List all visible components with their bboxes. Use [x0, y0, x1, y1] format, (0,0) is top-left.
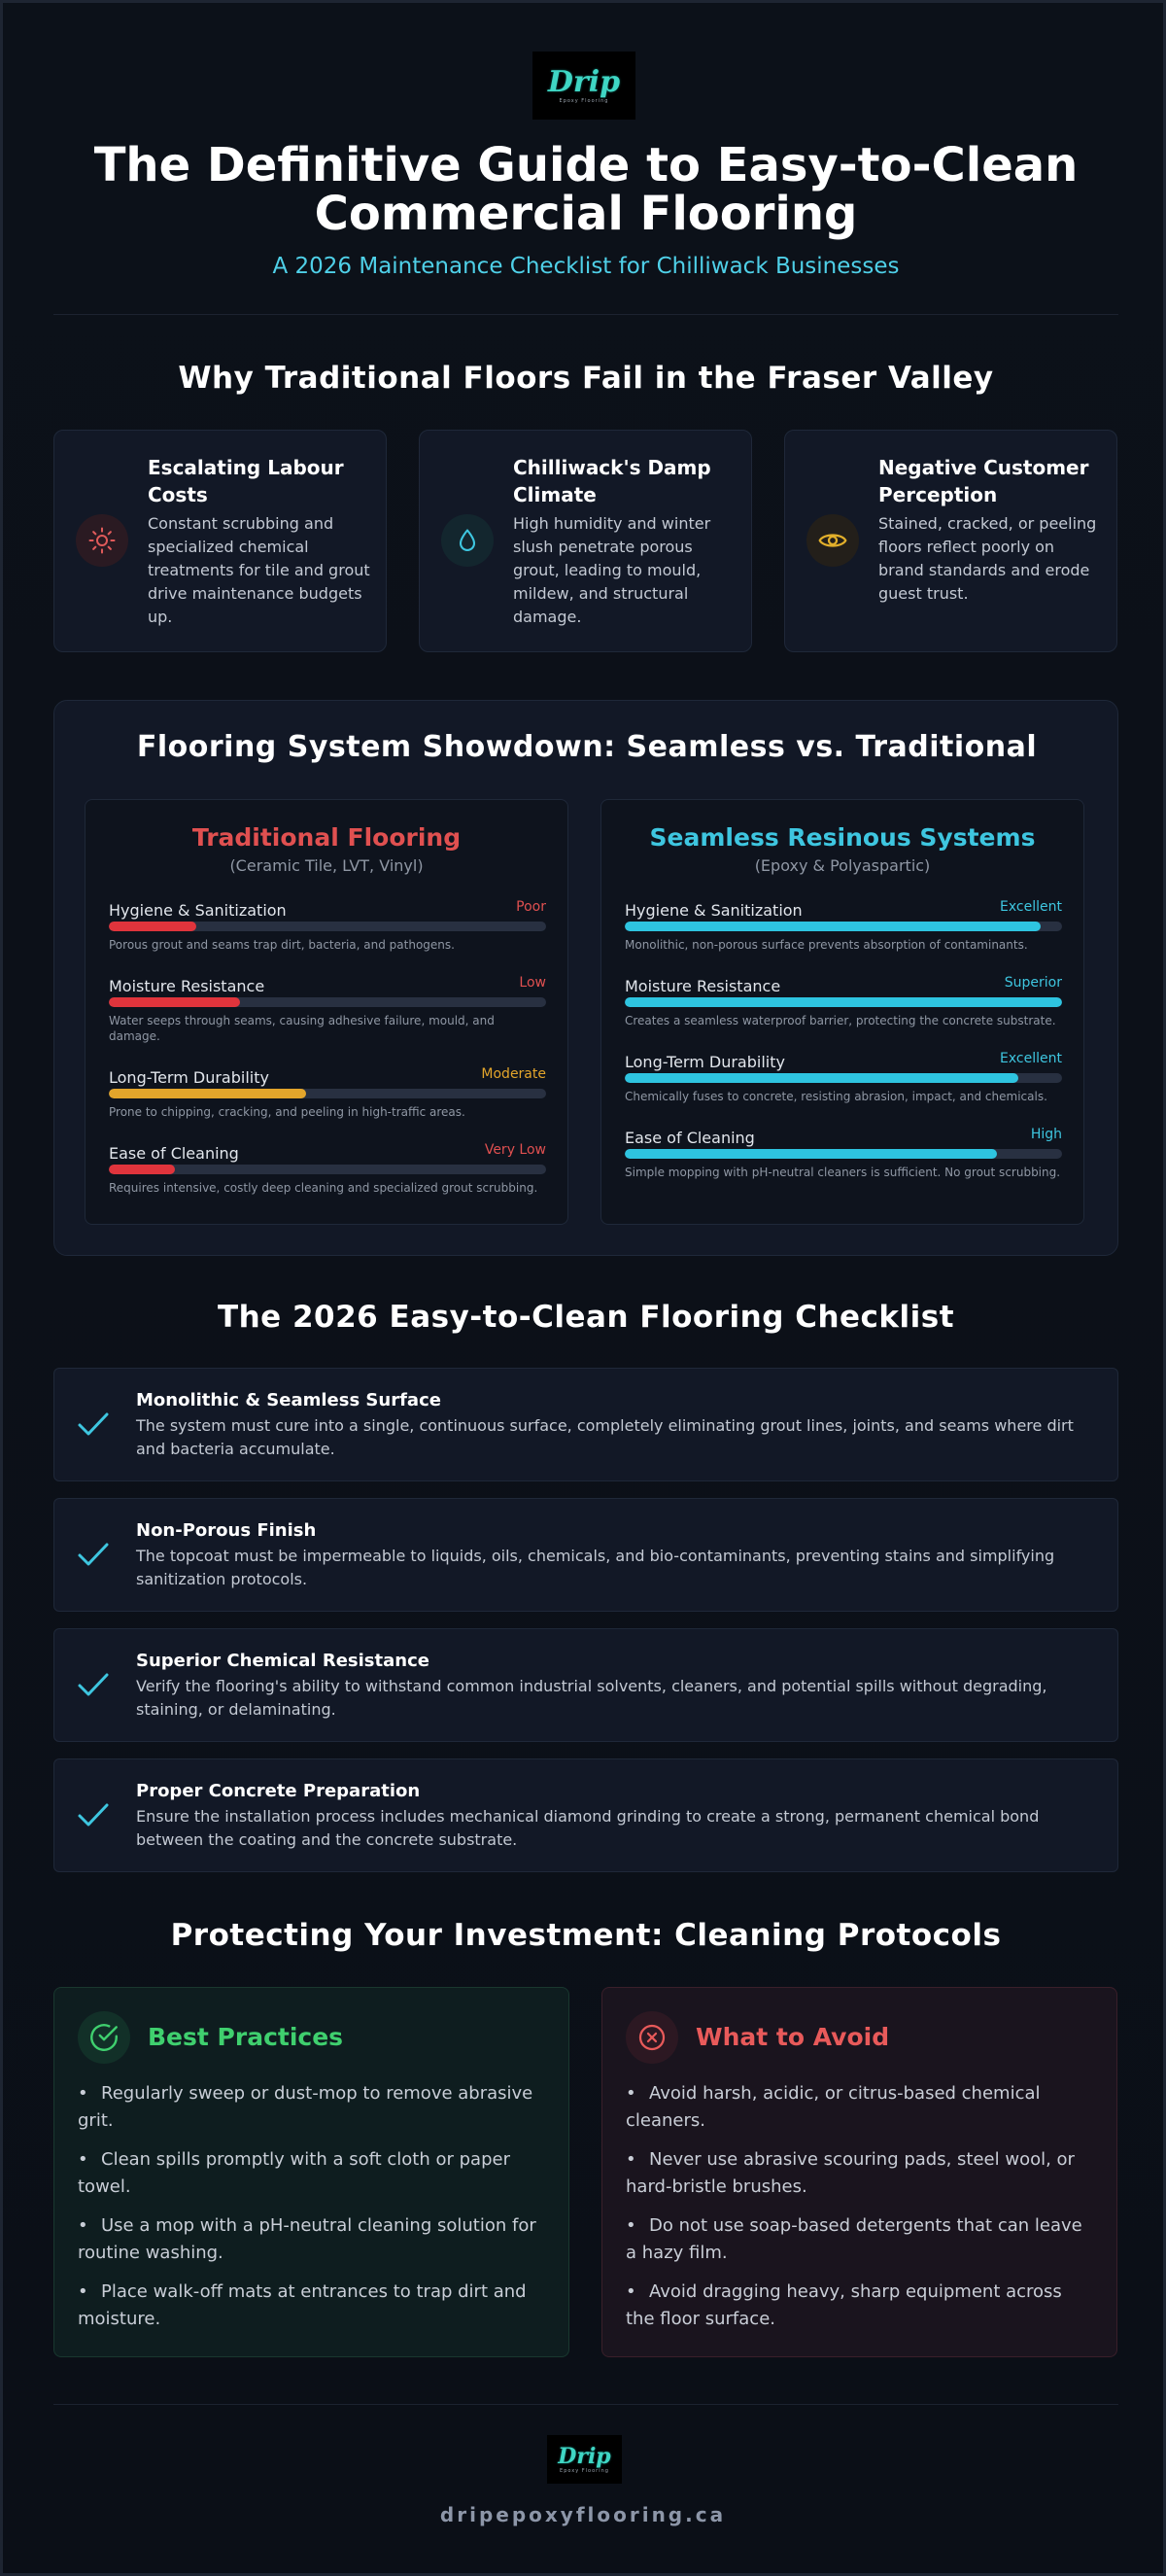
- metric-rating: Excellent: [1000, 1051, 1062, 1066]
- x-circle-icon: [626, 2011, 678, 2064]
- metric-bar-fill: [109, 1165, 175, 1174]
- list-item: • Clean spills promptly with a soft cloth or paper towel.: [78, 2149, 510, 2197]
- list-item: • Place walk-off mats at entrances to trap dirt and moisture.: [78, 2281, 527, 2329]
- showdown-section: [53, 700, 1118, 1256]
- metric-rating: Poor: [516, 899, 546, 915]
- metric-label: Ease of Cleaning: [109, 1144, 239, 1163]
- page-title: The Definitive Guide to Easy-to-Clean Commercial Flooring: [93, 138, 1079, 241]
- metric-description: Creates a seamless waterproof barrier, protecting the concrete substrate.: [625, 1014, 1056, 1027]
- checklist-item-text: Ensure the installation process includes mechanical diamond grinding to create a strong, permanent chemical bond between the coating and the concrete substrate.: [136, 1807, 1040, 1849]
- metric-label: Moisture Resistance: [625, 977, 781, 995]
- metric-description: Requires intensive, costly deep cleaning and specialized grout scrubbing.: [109, 1181, 538, 1195]
- logo-wordmark: Drip: [558, 2444, 611, 2469]
- what-to-avoid-list: [626, 2080, 1096, 2345]
- metric-description: Simple mopping with pH-neutral cleaners is sufficient. No grout scrubbing.: [625, 1166, 1061, 1179]
- best-practices-list: [78, 2080, 548, 2345]
- checklist-item: [53, 1628, 1118, 1742]
- metric-bar-fill: [109, 997, 240, 1007]
- checklist-item-text: The topcoat must be impermeable to liquids, oils, chemicals, and bio-contaminants, preventing stains and simplifying sanitization protocols.: [136, 1547, 1055, 1588]
- checkmark-icon: [76, 1670, 111, 1699]
- metric-bar-fill: [625, 1149, 997, 1159]
- checklist-item-text: The system must cure into a single, continuous surface, completely eliminating grout lines, joints, and seams where dirt and bacteria accumulate.: [136, 1416, 1074, 1458]
- what-to-avoid-title: What to Avoid: [696, 2023, 890, 2051]
- metric-bar-track: [625, 922, 1062, 931]
- best-practices-title: Best Practices: [148, 2023, 344, 2051]
- metric-rating: Moderate: [481, 1066, 546, 1082]
- metric-bar-track: [109, 922, 546, 931]
- water-drop-icon: [441, 514, 494, 567]
- footer-logo: [547, 2435, 622, 2484]
- card-text: Stained, cracked, or peeling floors reflect poorly on brand standards and erode guest trust.: [878, 514, 1097, 603]
- metric-rating: Excellent: [1000, 899, 1062, 915]
- metric-rating: Superior: [1004, 975, 1062, 991]
- metric-bar-fill: [625, 1073, 1018, 1083]
- metric-bar-fill: [109, 922, 196, 931]
- brand-logo: [532, 52, 635, 120]
- checklist-item: [53, 1758, 1118, 1872]
- metric-rating: Low: [519, 975, 546, 991]
- problem-card-perception: [784, 430, 1117, 652]
- footer-divider: [53, 2404, 1118, 2405]
- checkmark-icon: [76, 1410, 111, 1439]
- what-to-avoid-panel: [601, 1987, 1117, 2357]
- traditional-panel: [85, 799, 568, 1225]
- list-item: • Never use abrasive scouring pads, steel wool, or hard-bristle brushes.: [626, 2149, 1075, 2197]
- page-subtitle: A 2026 Maintenance Checklist for Chilliwack Businesses: [272, 254, 900, 279]
- metric-description: Chemically fuses to concrete, resisting abrasion, impact, and chemicals.: [625, 1090, 1047, 1103]
- list-item: • Use a mop with a pH-neutral cleaning solution for routine washing.: [78, 2215, 536, 2263]
- section-divider: [53, 314, 1118, 315]
- card-title: Negative Customer Perception: [878, 456, 1089, 506]
- traditional-subtitle: (Ceramic Tile, LVT, Vinyl): [229, 856, 424, 875]
- metric-label: Ease of Cleaning: [625, 1129, 755, 1147]
- seamless-subtitle: (Epoxy & Polyaspartic): [754, 856, 931, 875]
- metric-bar-track: [109, 1089, 546, 1098]
- check-circle-icon: [78, 2011, 130, 2064]
- metric-bar-fill: [625, 997, 1062, 1007]
- protocols-section-title: Protecting Your Investment: Cleaning Protocols: [170, 1918, 1002, 1953]
- metric-description: Prone to chipping, cracking, and peeling in high-traffic areas.: [109, 1105, 465, 1119]
- metric-label: Long-Term Durability: [625, 1053, 785, 1071]
- metric-label: Hygiene & Sanitization: [625, 901, 803, 920]
- metric-bar-track: [625, 1073, 1062, 1083]
- checklist-section-title: The 2026 Easy-to-Clean Flooring Checklist: [217, 1300, 955, 1335]
- list-item: • Regularly sweep or dust-mop to remove abrasive grit.: [78, 2083, 533, 2131]
- metric-rating: High: [1030, 1127, 1062, 1142]
- logo-tagline: Epoxy Flooring: [559, 98, 609, 104]
- seamless-title: Seamless Resinous Systems: [649, 823, 1036, 852]
- showdown-title: Flooring System Showdown: Seamless vs. Traditional: [136, 730, 1038, 764]
- metric-label: Hygiene & Sanitization: [109, 901, 287, 920]
- checklist-item: [53, 1498, 1118, 1612]
- checklist-item-title: Non-Porous Finish: [136, 1520, 317, 1541]
- logo-wordmark: Drip: [547, 65, 621, 99]
- checklist-item: [53, 1368, 1118, 1481]
- eye-icon: [806, 514, 859, 567]
- metric-label: Long-Term Durability: [109, 1068, 269, 1087]
- why-section-title: Why Traditional Floors Fail in the Fraser Valley: [178, 361, 994, 396]
- metric-rating: Very Low: [484, 1142, 546, 1158]
- list-item: • Do not use soap-based detergents that can leave a hazy film.: [626, 2215, 1082, 2263]
- metric-bar-fill: [109, 1089, 306, 1098]
- metric-description: Porous grout and seams trap dirt, bacteria, and pathogens.: [109, 938, 455, 952]
- website-link[interactable]: dripepoxyflooring.ca: [439, 2503, 727, 2526]
- metric-description: Water seeps through seams, causing adhesive failure, mould, and damage.: [109, 1014, 495, 1043]
- card-text: High humidity and winter slush penetrate porous grout, leading to mould, mildew, and structural damage.: [513, 514, 711, 626]
- checklist-item-title: Proper Concrete Preparation: [136, 1781, 421, 1801]
- metric-bar-track: [109, 1165, 546, 1174]
- metric-bar-fill: [625, 922, 1041, 931]
- metric-bar-track: [625, 997, 1062, 1007]
- card-title: Escalating Labour Costs: [148, 456, 344, 506]
- card-title: Chilliwack's Damp Climate: [513, 456, 711, 506]
- checklist-item-text: Verify the flooring's ability to withstand common industrial solvents, cleaners, and potential spills without degrading, staining, or delaminating.: [136, 1677, 1047, 1719]
- metric-bar-track: [625, 1149, 1062, 1159]
- sun-icon: [76, 514, 128, 567]
- seamless-panel: [600, 799, 1084, 1225]
- checkmark-icon: [76, 1540, 111, 1569]
- problem-card-climate: [419, 430, 752, 652]
- problem-card-labour: [53, 430, 387, 652]
- metric-label: Moisture Resistance: [109, 977, 265, 995]
- metric-description: Monolithic, non-porous surface prevents absorption of contaminants.: [625, 938, 1028, 952]
- metric-bar-track: [109, 997, 546, 1007]
- list-item: • Avoid dragging heavy, sharp equipment across the floor surface.: [626, 2281, 1062, 2329]
- checklist-item-title: Monolithic & Seamless Surface: [136, 1390, 441, 1410]
- checklist-item-title: Superior Chemical Resistance: [136, 1651, 429, 1671]
- logo-tagline: Epoxy Flooring: [560, 2468, 609, 2474]
- best-practices-panel: [53, 1987, 569, 2357]
- card-text: Constant scrubbing and specialized chemical treatments for tile and grout drive maintenance budgets up.: [148, 514, 370, 626]
- list-item: • Avoid harsh, acidic, or citrus-based chemical cleaners.: [626, 2083, 1041, 2131]
- checkmark-icon: [76, 1800, 111, 1829]
- traditional-title: Traditional Flooring: [191, 823, 462, 852]
